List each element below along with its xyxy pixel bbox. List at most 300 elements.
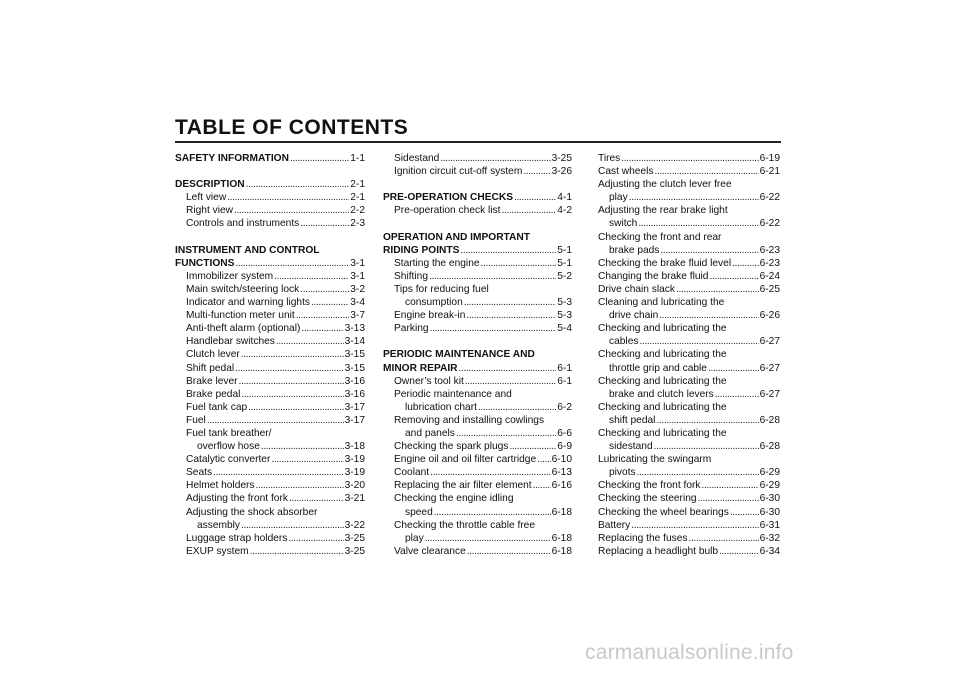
toc-entry[interactable]: [175, 440, 365, 453]
toc-entry[interactable]: [598, 152, 780, 165]
dot-leader: [241, 519, 344, 532]
toc-entry-label: Cast wheels: [598, 166, 654, 178]
toc-page-number: 3-13: [344, 323, 365, 335]
toc-entry[interactable]: [175, 335, 365, 348]
toc-entry-label: Checking and lubricating the: [598, 427, 727, 439]
toc-entry-label: Multi-function meter unit: [186, 310, 295, 322]
dot-leader: [311, 296, 349, 309]
toc-entry-continued: [175, 427, 365, 440]
toc-entry-label: Indicator and warning lights: [186, 297, 311, 309]
toc-entry-label: switch: [609, 218, 638, 230]
toc-page-number: 6-9: [557, 441, 572, 453]
toc-entry-label: Changing the brake fluid: [598, 270, 709, 282]
toc-entry-label: MINOR REPAIR: [383, 362, 458, 374]
toc-entry[interactable]: [598, 440, 780, 453]
toc-entry-label: Owner’s tool kit: [394, 375, 464, 387]
dot-leader: [430, 322, 557, 335]
toc-entry-label: shift pedal: [609, 414, 656, 426]
toc-page-number: 6-30: [759, 493, 780, 505]
dot-leader: [227, 191, 349, 204]
dot-leader: [509, 440, 556, 453]
dot-leader: [533, 479, 551, 492]
dot-leader: [440, 152, 550, 165]
toc-page-number: 3-16: [344, 388, 365, 400]
dot-leader: [702, 479, 759, 492]
toc-entry-label: Engine break-in: [394, 310, 466, 322]
toc-entry[interactable]: [175, 152, 365, 165]
toc-entry[interactable]: [598, 492, 780, 505]
toc-entry-label: Helmet holders: [186, 480, 255, 492]
toc-entry-label: Adjusting the clutch lever free: [598, 179, 732, 191]
dot-leader: [300, 283, 349, 296]
toc-entry-label: Tips for reducing fuel: [394, 283, 489, 295]
dot-leader: [660, 244, 758, 257]
toc-page-number: 6-28: [759, 441, 780, 453]
toc-entry-label: Starting the engine: [394, 257, 480, 269]
toc-entry-continued: [383, 414, 572, 427]
toc-page-number: 6-18: [551, 532, 572, 544]
toc-entry-label: Ignition circuit cut-off system: [394, 166, 523, 178]
toc-entry[interactable]: [383, 545, 572, 558]
dot-leader: [631, 519, 758, 532]
toc-entry-label: speed: [405, 506, 433, 518]
toc-page-number: 6-10: [551, 454, 572, 466]
dot-leader: [290, 152, 349, 165]
toc-page-number: 6-6: [557, 427, 572, 439]
toc-page-number: 3-4: [350, 297, 365, 309]
toc-entry-continued: [598, 204, 780, 217]
toc-page-number: 2-1: [350, 179, 365, 191]
toc-entry[interactable]: [175, 309, 365, 322]
toc-page-number: 6-19: [759, 153, 780, 164]
toc-entry-label: PERIODIC MAINTENANCE AND: [383, 349, 535, 361]
toc-entry-label: Main switch/steering lock: [186, 283, 300, 295]
dot-leader: [698, 492, 759, 505]
toc-entry[interactable]: [383, 296, 572, 309]
dot-leader: [621, 152, 758, 165]
dot-leader: [300, 217, 349, 230]
dot-leader: [656, 414, 758, 427]
toc-entry-continued: [598, 427, 780, 440]
toc-spacer: [383, 335, 572, 348]
dot-leader: [276, 335, 344, 348]
toc-entry[interactable]: [175, 270, 365, 283]
toc-entry-label: Checking and lubricating the: [598, 375, 727, 387]
toc-entry[interactable]: [175, 453, 365, 466]
toc-page-number: 2-3: [350, 218, 365, 230]
toc-entry-continued: [175, 244, 365, 257]
toc-entry-label: Shift pedal: [186, 362, 235, 374]
dot-leader: [271, 453, 343, 466]
toc-entry-label: Checking the spark plugs: [394, 441, 509, 453]
toc-page-number: 5-2: [557, 270, 572, 282]
toc-entry-label: OPERATION AND IMPORTANT: [383, 231, 530, 243]
toc-entry-continued: [383, 283, 572, 296]
toc-entry[interactable]: [175, 466, 365, 479]
toc-entry-label: Pre-operation check list: [394, 205, 501, 217]
toc-entry[interactable]: [598, 191, 780, 204]
dot-leader: [676, 283, 759, 296]
toc-entry-label: SAFETY INFORMATION: [175, 153, 289, 164]
toc-entry-label: RIDING POINTS: [383, 244, 460, 256]
title-rule: [175, 141, 781, 143]
toc-page-number: 6-26: [759, 310, 780, 322]
toc-entry-label: Left view: [186, 192, 227, 204]
dot-leader: [709, 270, 758, 283]
toc-entry-continued: [383, 492, 572, 505]
toc-entry[interactable]: [383, 152, 572, 165]
toc-entry-label: Adjusting the rear brake light: [598, 205, 728, 217]
toc-page-number: 3-25: [551, 153, 572, 164]
toc-spacer: [383, 178, 572, 191]
toc-entry[interactable]: [175, 492, 365, 505]
toc-page-number: 5-1: [557, 244, 572, 256]
toc-entry-label: Anti-theft alarm (optional): [186, 323, 301, 335]
toc-entry-continued: [598, 231, 780, 244]
toc-entry-label: Brake lever: [186, 375, 238, 387]
toc-entry[interactable]: [383, 401, 572, 414]
toc-entry[interactable]: [383, 322, 572, 335]
toc-entry[interactable]: [175, 414, 365, 427]
toc-entry-label: Fuel tank cap: [186, 401, 248, 413]
toc-entry[interactable]: [598, 257, 780, 270]
toc-entry-continued: [598, 296, 780, 309]
dot-leader: [239, 375, 344, 388]
dot-leader: [629, 191, 759, 204]
toc-entry-label: Coolant: [394, 467, 430, 479]
dot-leader: [425, 532, 551, 545]
toc-entry[interactable]: [598, 362, 780, 375]
toc-entry-label: Valve clearance: [394, 545, 466, 557]
toc-page-number: 3-17: [344, 414, 365, 426]
dot-leader: [250, 545, 344, 558]
toc-entry-label: lubrication chart: [405, 401, 477, 413]
dot-leader: [429, 270, 556, 283]
toc-page-number: 6-1: [557, 375, 572, 387]
toc-page-number: 6-22: [759, 192, 780, 204]
toc-entry-continued: [383, 348, 572, 361]
dot-leader: [274, 270, 349, 283]
dot-leader: [466, 309, 556, 322]
dot-leader: [514, 191, 556, 204]
toc-entry-label: Fuel: [186, 414, 206, 426]
toc-entry[interactable]: [598, 414, 780, 427]
toc-entry-label: throttle grip and cable: [609, 362, 707, 374]
toc-entry-label: Checking and lubricating the: [598, 323, 727, 335]
toc-entry[interactable]: [598, 244, 780, 257]
toc-entry[interactable]: [175, 401, 365, 414]
dot-leader: [637, 466, 759, 479]
toc-entry-label: play: [609, 192, 628, 204]
toc-page-number: 3-21: [344, 493, 365, 505]
toc-column-1: [175, 152, 365, 558]
dot-leader: [659, 309, 758, 322]
toc-entry[interactable]: [383, 479, 572, 492]
toc-entry-label: brake pads: [609, 244, 660, 256]
toc-page-number: 6-2: [557, 401, 572, 413]
toc-entry-label: Adjusting the front fork: [186, 493, 288, 505]
dot-leader: [730, 506, 759, 519]
toc-page-number: 6-29: [759, 467, 780, 479]
dot-leader: [715, 388, 759, 401]
dot-leader: [256, 479, 344, 492]
toc-entry-label: PRE-OPERATION CHECKS: [383, 192, 513, 204]
dot-leader: [465, 375, 556, 388]
dot-leader: [289, 492, 344, 505]
toc-page-number: 3-25: [344, 532, 365, 544]
toc-entry[interactable]: [175, 388, 365, 401]
toc-entry[interactable]: [383, 375, 572, 388]
toc-entry[interactable]: [598, 479, 780, 492]
toc-page-number: 6-28: [759, 414, 780, 426]
toc-entry-label: Checking the engine idling: [394, 493, 514, 505]
toc-page-number: 1-1: [350, 153, 365, 164]
toc-page-number: 3-2: [350, 283, 365, 295]
toc-entry[interactable]: [383, 440, 572, 453]
toc-entry-label: Adjusting the shock absorber: [186, 506, 318, 518]
toc-spacer: [175, 231, 365, 244]
toc-page-number: 3-1: [350, 270, 365, 282]
toc-entry-label: and panels: [405, 427, 455, 439]
toc-page-number: 6-16: [551, 480, 572, 492]
toc-page-number: 4-1: [557, 192, 572, 204]
toc-page-number: 5-3: [557, 297, 572, 309]
toc-entry[interactable]: [175, 204, 365, 217]
toc-page-number: 6-34: [759, 545, 780, 557]
toc-entry-label: Checking the brake fluid level: [598, 257, 732, 269]
dot-leader: [655, 165, 759, 178]
toc-page-number: 3-20: [344, 480, 365, 492]
toc-entry-label: Cleaning and lubricating the: [598, 297, 725, 309]
dot-leader: [460, 244, 556, 257]
toc-page-number: 2-2: [350, 205, 365, 217]
toc-entry[interactable]: [383, 244, 572, 257]
toc-entry-continued: [383, 231, 572, 244]
toc-entry[interactable]: [175, 479, 365, 492]
toc-entry-label: Replacing the air filter element: [394, 480, 532, 492]
dot-leader: [638, 217, 758, 230]
watermark: carmanualsonline.info: [585, 641, 794, 664]
toc-entry[interactable]: [598, 335, 780, 348]
toc-page-number: 4-2: [557, 205, 572, 217]
dot-leader: [501, 204, 556, 217]
toc-spacer: [383, 217, 572, 230]
toc-entry-continued: [598, 178, 780, 191]
toc-entry-label: Drive chain slack: [598, 283, 675, 295]
dot-leader: [464, 296, 557, 309]
toc-entry-label: INSTRUMENT AND CONTROL: [175, 244, 320, 256]
toc-column-2: [383, 152, 572, 558]
toc-page-number: 3-18: [344, 441, 365, 453]
toc-entry[interactable]: [175, 532, 365, 545]
toc-entry[interactable]: [175, 296, 365, 309]
dot-leader: [235, 362, 343, 375]
toc-page-number: 3-19: [344, 467, 365, 479]
toc-entry-label: Replacing the fuses: [598, 532, 688, 544]
dot-leader: [261, 440, 344, 453]
toc-entry[interactable]: [175, 375, 365, 388]
toc-page-number: 5-1: [557, 257, 572, 269]
toc-entry-label: Brake pedal: [186, 388, 241, 400]
dot-leader: [434, 506, 551, 519]
toc-entry[interactable]: [383, 204, 572, 217]
toc-page-number: 3-7: [350, 310, 365, 322]
dot-leader: [248, 401, 343, 414]
toc-entry[interactable]: [175, 519, 365, 532]
toc-entry-label: assembly: [197, 519, 241, 531]
toc-entry[interactable]: [175, 217, 365, 230]
toc-entry[interactable]: [383, 466, 572, 479]
toc-page-number: 6-23: [759, 244, 780, 256]
dot-leader: [481, 257, 557, 270]
toc-entry-label: Engine oil and oil filter cartridge: [394, 454, 537, 466]
toc-entry-label: Checking the front and rear: [598, 231, 722, 243]
toc-entry-continued: [598, 401, 780, 414]
toc-entry[interactable]: [598, 388, 780, 401]
toc-entry-label: Sidestand: [394, 153, 440, 164]
toc-entry-label: Luggage strap holders: [186, 532, 288, 544]
toc-entry[interactable]: [175, 283, 365, 296]
toc-entry-label: Fuel tank breather/: [186, 427, 272, 439]
toc-page-number: 6-27: [759, 362, 780, 374]
dot-leader: [467, 545, 551, 558]
toc-entry-label: cables: [609, 336, 639, 348]
toc-entry[interactable]: [598, 466, 780, 479]
toc-page-number: 6-24: [759, 270, 780, 282]
toc-entry-continued: [598, 348, 780, 361]
toc-entry[interactable]: [598, 545, 780, 558]
dot-leader: [639, 335, 758, 348]
toc-entry[interactable]: [598, 309, 780, 322]
toc-entry-label: Seats: [186, 467, 213, 479]
toc-entry[interactable]: [175, 257, 365, 270]
toc-entry[interactable]: [383, 309, 572, 322]
toc-page-number: 6-1: [557, 362, 572, 374]
toc-entry[interactable]: [383, 270, 572, 283]
toc-entry[interactable]: [598, 217, 780, 230]
toc-page-number: 3-25: [344, 545, 365, 557]
toc-entry-label: Controls and instruments: [186, 218, 300, 230]
dot-leader: [207, 414, 344, 427]
toc-entry-label: Checking the throttle cable free: [394, 519, 536, 531]
dot-leader: [459, 362, 557, 375]
toc-page-number: 3-15: [344, 349, 365, 361]
toc-entry-label: Tires: [598, 153, 621, 164]
toc-page-number: 3-15: [344, 362, 365, 374]
toc-entry[interactable]: [383, 453, 572, 466]
dot-leader: [234, 204, 349, 217]
toc-entry-label: Parking: [394, 323, 429, 335]
toc-page-number: 6-30: [759, 506, 780, 518]
toc-page-number: 3-14: [344, 336, 365, 348]
toc-page-number: 6-32: [759, 532, 780, 544]
dot-leader: [213, 466, 344, 479]
toc-entry-label: Handlebar switches: [186, 336, 275, 348]
toc-entry[interactable]: [598, 506, 780, 519]
dot-leader: [296, 309, 350, 322]
toc-entry-continued: [383, 388, 572, 401]
toc-page-number: 2-1: [350, 192, 365, 204]
toc-entry[interactable]: [175, 322, 365, 335]
dot-leader: [688, 532, 758, 545]
dot-leader: [241, 348, 344, 361]
toc-entry[interactable]: [175, 178, 365, 191]
toc-entry[interactable]: [383, 427, 572, 440]
toc-entry[interactable]: [175, 545, 365, 558]
toc-entry[interactable]: [598, 532, 780, 545]
toc-entry[interactable]: [598, 270, 780, 283]
dot-leader: [478, 401, 556, 414]
dot-leader: [732, 257, 759, 270]
toc-entry-label: Lubricating the swingarm: [598, 454, 712, 466]
toc-entry-continued: [175, 506, 365, 519]
dot-leader: [288, 532, 343, 545]
toc-entry-continued: [598, 322, 780, 335]
toc-entry-label: DESCRIPTION: [175, 179, 245, 191]
toc-page-number: 3-1: [350, 257, 365, 269]
dot-leader: [654, 440, 759, 453]
toc-entry[interactable]: [598, 519, 780, 532]
toc-entry[interactable]: [383, 532, 572, 545]
toc-entry-label: Periodic maintenance and: [394, 388, 512, 400]
dot-leader: [537, 453, 550, 466]
toc-entry[interactable]: [383, 362, 572, 375]
toc-page-number: 6-18: [551, 506, 572, 518]
dot-leader: [456, 427, 556, 440]
toc-page-number: 6-27: [759, 336, 780, 348]
toc-entry[interactable]: [598, 283, 780, 296]
toc-entry-label: play: [405, 532, 424, 544]
toc-entry-label: Checking the steering: [598, 493, 697, 505]
toc-entry[interactable]: [383, 506, 572, 519]
dot-leader: [430, 466, 550, 479]
toc-page-number: 5-4: [557, 323, 572, 335]
toc-entry-label: Catalytic converter: [186, 454, 271, 466]
dot-leader: [235, 257, 349, 270]
toc-page-number: 3-17: [344, 401, 365, 413]
toc-entry-continued: [598, 375, 780, 388]
dot-leader: [246, 178, 350, 191]
toc-entry[interactable]: [383, 165, 572, 178]
toc-page-number: 5-3: [557, 310, 572, 322]
toc-entry-label: pivots: [609, 467, 636, 479]
toc-entry-label: Removing and installing cowlings: [394, 414, 545, 426]
toc-page-number: 6-27: [759, 388, 780, 400]
toc-entry-label: brake and clutch levers: [609, 388, 714, 400]
toc-page-number: 6-21: [759, 166, 780, 178]
toc-entry[interactable]: [383, 191, 572, 204]
toc-entry[interactable]: [598, 165, 780, 178]
toc-entry[interactable]: [175, 348, 365, 361]
toc-entry[interactable]: [383, 257, 572, 270]
toc-page-number: 6-31: [759, 519, 780, 531]
toc-entry-label: Battery: [598, 519, 631, 531]
toc-page-number: 3-22: [344, 519, 365, 531]
page-title: TABLE OF CONTENTS: [175, 116, 409, 139]
toc-page-number: 6-13: [551, 467, 572, 479]
dot-leader: [301, 322, 343, 335]
toc-entry[interactable]: [175, 191, 365, 204]
toc-entry-label: consumption: [405, 297, 463, 309]
toc-page-number: 3-26: [551, 166, 572, 178]
toc-entry-label: Immobilizer system: [186, 270, 274, 282]
toc-entry[interactable]: [175, 362, 365, 375]
toc-entry-label: EXUP system: [186, 545, 249, 557]
toc-page-number: 3-19: [344, 454, 365, 466]
toc-entry-label: Checking and lubricating the: [598, 401, 727, 413]
toc-entry-label: overflow hose: [197, 441, 260, 453]
toc-entry-label: FUNCTIONS: [175, 257, 235, 269]
